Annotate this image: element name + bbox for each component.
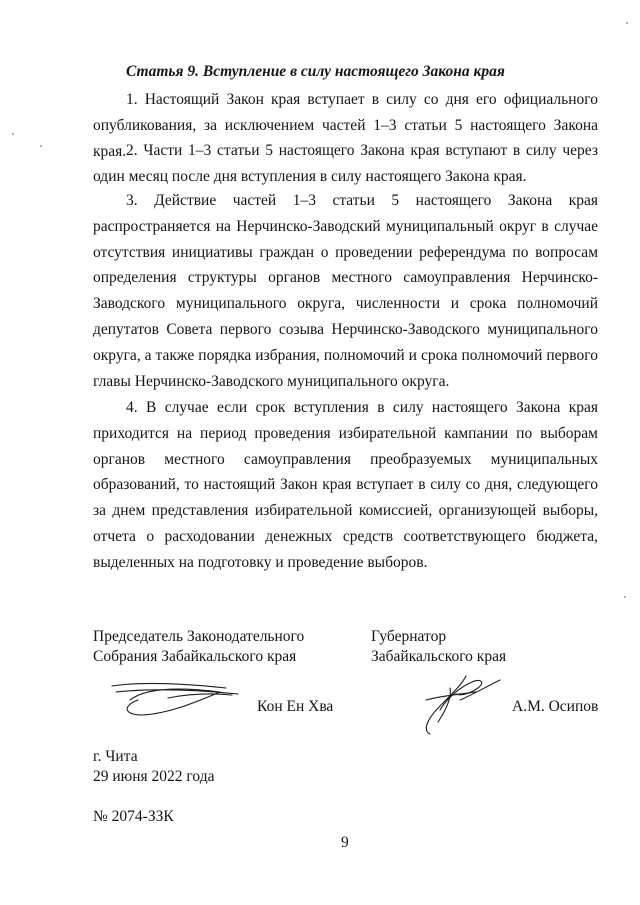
left-title-line-1: Председатель Законодательного xyxy=(93,628,305,645)
left-signatory-title xyxy=(93,627,304,667)
scan-speck xyxy=(40,145,42,147)
right-signatory-title xyxy=(371,627,506,667)
law-number: № 2074-ЗЗК xyxy=(93,808,174,825)
right-signatory-name: А.М. Осипов xyxy=(512,698,599,715)
left-signatory-name: Кон Ен Хва xyxy=(257,698,334,715)
right-handwritten-signature xyxy=(400,670,510,740)
article-paragraph-2: 2. Части 1–3 статьи 5 настоящего Закона края вступают в силу через один месяц после дня вступления в силу настоящего Закона края. xyxy=(93,142,598,185)
right-title-line-2: Забайкальского края xyxy=(371,648,507,665)
signing-date: 29 июня 2022 года xyxy=(93,768,215,785)
right-title-line-1: Губернатор xyxy=(371,628,447,645)
scan-speck xyxy=(626,22,628,24)
scan-speck xyxy=(624,596,626,598)
article-paragraph-3: 3. Действие частей 1–3 статьи 5 настоящего Закона края распространяется на Нерчинско-Заводский муниципальный округ в случае отсутствия инициативы граждан о проведении референдума по вопросам определения структуры органов местного самоуправления Нерчинско-Заводского муниципального округа, численности и срока полномочий депутатов Совета первого созыва Нерчинско-Заводского муниципального округа, а также порядка избрания, полномочий и срока полномочий первого главы Нерчинско-Заводского муниципального округа. xyxy=(93,192,598,390)
left-title-line-2: Собрания Забайкальского края xyxy=(93,648,297,665)
scan-speck xyxy=(12,133,14,135)
article-paragraph-1: 1. Настоящий Закон края вступает в силу со дня его официального опубликования, за исключением частей 1–3 статьи 5 настоящего Закона края. xyxy=(93,91,598,160)
city: г. Чита xyxy=(93,748,138,765)
page-number: 9 xyxy=(341,834,349,851)
article-heading: Статья 9. Вступление в силу настоящего Закона края xyxy=(126,63,505,80)
article-paragraph-4: 4. В случае если срок вступления в силу настоящего Закона края приходится на период проведения избирательной кампании по выборам органов местного самоуправления преобразуемых муниципальных образований, то настоящий Закон края вступает в силу со дня, следующего за днем представления избирательной комиссией, организующей выборы, отчета о расходовании денежных средств соответствующего бюджета, выделенных на подготовку и проведение выборов. xyxy=(93,399,598,571)
place-and-date xyxy=(93,747,214,787)
left-handwritten-signature xyxy=(108,676,248,720)
